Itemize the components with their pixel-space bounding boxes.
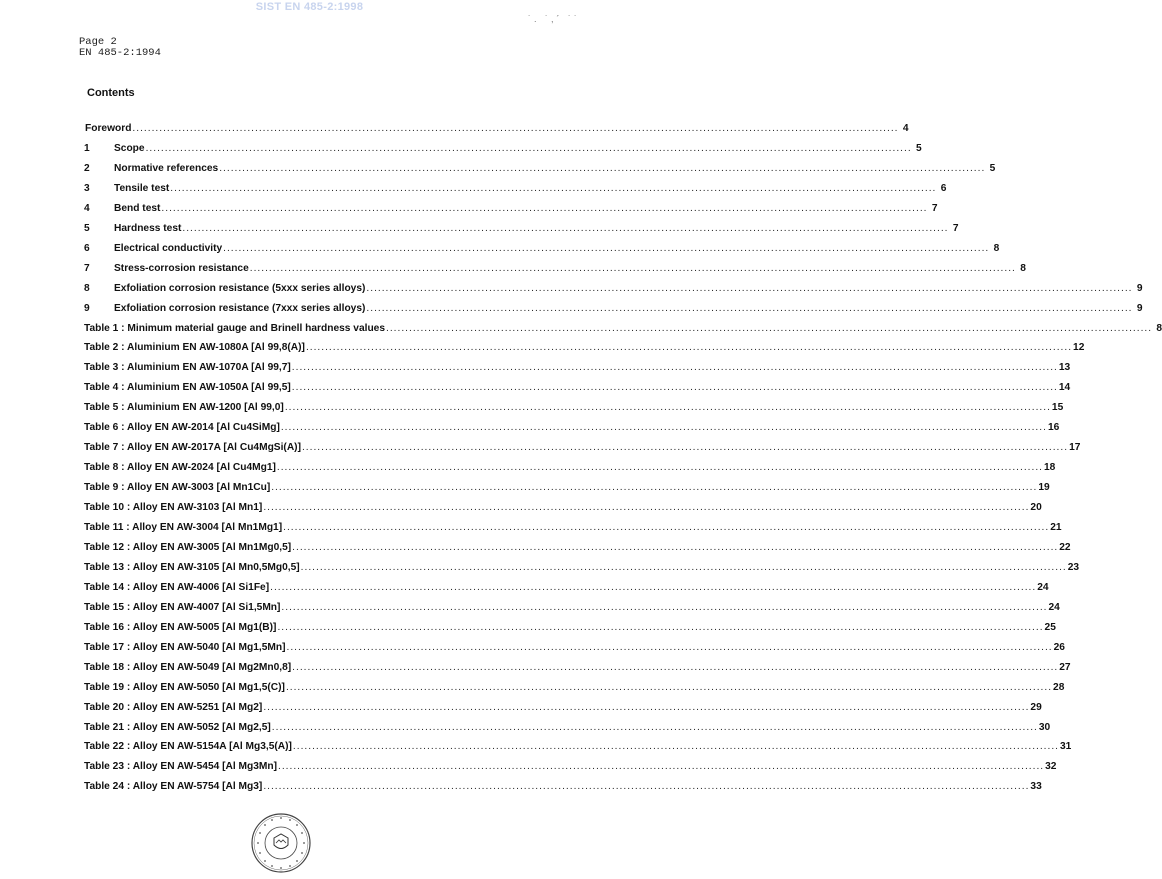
toc-entry[interactable] [84,580,1049,594]
toc-entry-page-number: 31 [1060,741,1072,753]
dot-leader: ........................................................................................................................................................................................................ [249,262,1016,274]
toc-entry-page-number: 9 [1136,302,1143,314]
dot-leader: ........................................................................................................................................................................................................ [223,242,990,254]
toc-entry-page-number: 23 [1067,561,1080,573]
toc-entry[interactable] [84,520,1062,534]
toc-entry-page-number: 33 [1030,781,1042,793]
toc-entry-number: 2 [84,162,90,174]
dot-leader: ........................................................................................................................................................................................................ [386,322,1153,334]
toc-entry-page-number: 12 [1073,342,1085,354]
official-seal-stamp [250,812,312,874]
toc-entry-title: Table 5 : Aluminium EN AW-1200 [Al 99,0] [84,402,284,414]
toc-entry-page-number: 19 [1038,482,1050,494]
toc-entry-page-number: 14 [1058,382,1071,394]
dot-leader: ........................................................................................................................................................................................................ [280,422,1047,434]
toc-entry[interactable] [85,121,909,135]
toc-entry-title: Exfoliation corrosion resistance (7xxx series alloys) [114,302,366,314]
toc-entry-title: Bend test [114,202,161,214]
dot-leader: ........................................................................................................................................................................................................ [366,302,1133,314]
toc-entry-title: Table 8 : Alloy EN AW-2024 [Al Cu4Mg1] [84,462,276,474]
toc-entry-page-number: 21 [1050,522,1062,533]
page-label: Page 2 [79,36,117,48]
toc-entry-title: Tensile test [114,182,170,194]
toc-entry[interactable] [84,380,1071,394]
dot-leader: ........................................................................................................................................................................................................ [284,402,1051,414]
dot-leader: ........................................................................................................................................................................................................ [263,701,1030,713]
dot-leader: ........................................................................................................................................................................................................ [276,462,1043,474]
toc-entry-title: Table 16 : Alloy EN AW-5005 [Al Mg1(B)] [84,621,277,633]
toc-entry[interactable] [84,600,1060,614]
toc-entry-page-number: 20 [1030,502,1042,514]
dot-leader: ........................................................................................................................................................................................................ [161,202,928,214]
toc-entry[interactable] [84,700,1042,714]
toc-entry-page-number: 13 [1058,362,1071,374]
toc-entry-title: Normative references [114,162,219,174]
dot-leader: ........................................................................................................................................................................................................ [145,142,912,154]
toc-entry-page-number: 6 [940,182,947,194]
toc-entry[interactable] [84,620,1056,634]
toc-entry-number: 3 [84,182,90,194]
toc-entry-number: 6 [84,242,90,254]
toc-entry[interactable] [84,779,1042,793]
toc-entry[interactable] [84,460,1056,474]
toc-entry-page-number: 26 [1053,641,1065,653]
scan-specks: ˙. ˙,´ ˙˙ [528,14,580,24]
dot-leader: ........................................................................................................................................................................................................ [263,502,1030,514]
toc-entry-title: Table 7 : Alloy EN AW-2017A [Al Cu4MgSi(A)] [84,442,301,454]
dot-leader: ........................................................................................................................................................................................................ [292,741,1060,753]
toc-entry-title: Table 15 : Alloy EN AW-4007 [Al Si1,5Mn] [84,601,281,613]
toc-entry-title: Table 6 : Alloy EN AW-2014 [Al Cu4SiMg] [84,422,280,434]
toc-entry-title: Hardness test [114,222,182,234]
toc-entry-title: Foreword [85,123,132,134]
toc-entry-page-number: 22 [1059,541,1071,553]
dot-leader: ........................................................................................................................................................................................................ [182,222,949,234]
toc-entry[interactable] [84,181,947,195]
watermark: SIST EN 485-2:1998 [255,1,364,13]
dot-leader: ........................................................................................................................................................................................................ [219,162,986,174]
dot-leader: ........................................................................................................................................................................................................ [285,681,1053,693]
dot-leader: ........................................................................................................................................................................................................ [300,561,1067,573]
toc-entry[interactable] [84,340,1085,354]
toc-entry-title: Table 3 : Aluminium EN AW-1070A [Al 99,7] [84,362,291,374]
toc-entry-number: 4 [84,202,90,214]
toc-entry-title: Table 1 : Minimum material gauge and Brinell hardness values [84,322,385,334]
toc-entry-title: Table 2 : Aluminium EN AW-1080A [Al 99,8(A)] [84,342,305,354]
toc-entry[interactable] [84,281,1143,295]
toc-entry[interactable] [84,560,1080,574]
standard-number: EN 485-2:1994 [79,47,161,59]
toc-entry[interactable] [84,301,1143,315]
toc-entry[interactable] [84,660,1071,674]
dot-leader: ........................................................................................................................................................................................................ [292,661,1059,673]
toc-entry-page-number: 17 [1069,442,1081,454]
toc-entry-page-number: 16 [1047,422,1060,434]
dot-leader: ........................................................................................................................................................................................................ [263,781,1030,793]
toc-entry-page-number: 32 [1045,761,1057,773]
toc-entry-page-number: 29 [1030,701,1042,713]
toc-entry[interactable] [84,720,1051,734]
toc-entry-page-number: 25 [1044,621,1056,633]
dot-leader: ........................................................................................................................................................................................................ [283,522,1050,533]
toc-entry[interactable] [84,241,1000,255]
dot-leader: ........................................................................................................................................................................................................ [291,382,1058,394]
toc-entry-title: Table 17 : Alloy EN AW-5040 [Al Mg1,5Mn] [84,641,286,653]
toc-entry-page-number: 27 [1059,661,1071,673]
toc-entry[interactable] [84,540,1071,554]
toc-entry-title: Table 13 : Alloy EN AW-3105 [Al Mn0,5Mg0,5] [84,561,300,573]
toc-entry-title: Electrical conductivity [114,242,223,254]
toc-entry-title: Table 11 : Alloy EN AW-3004 [Al Mn1Mg1] [84,522,283,533]
toc-entry[interactable] [84,420,1060,434]
dot-leader: ........................................................................................................................................................................................................ [281,601,1048,613]
dot-leader: ........................................................................................................................................................................................................ [291,362,1058,374]
toc-entry-title: Table 18 : Alloy EN AW-5049 [Al Mg2Mn0,8] [84,661,292,673]
toc-entry-title: Table 21 : Alloy EN AW-5052 [Al Mg2,5] [84,721,271,733]
dot-leader: ........................................................................................................................................................................................................ [270,581,1037,593]
dot-leader: ........................................................................................................................................................................................................ [305,342,1073,354]
toc-entry[interactable] [84,739,1072,753]
toc-entry-title: Table 22 : Alloy EN AW-5154A [Al Mg3,5(A)] [84,741,292,753]
contents-title: Contents [87,87,135,99]
toc-entry-number: 7 [84,262,90,274]
toc-entry-page-number: 5 [916,142,922,154]
toc-entry[interactable] [84,261,1026,275]
toc-entry-title: Table 20 : Alloy EN AW-5251 [Al Mg2] [84,701,263,713]
toc-entry-title: Table 19 : Alloy EN AW-5050 [Al Mg1,5(C)] [84,681,285,693]
toc-entry-page-number: 8 [1156,322,1162,334]
dot-leader: ........................................................................................................................................................................................................ [132,123,899,134]
toc-entry[interactable] [84,201,938,215]
toc-entry-page-number: 5 [989,162,996,174]
toc-entry-title: Table 4 : Aluminium EN AW-1050A [Al 99,5] [84,382,291,394]
dot-leader: ........................................................................................................................................................................................................ [277,621,1044,633]
toc-entry[interactable] [84,480,1050,494]
toc-entry-title: Stress-corrosion resistance [114,262,249,274]
toc-entry[interactable] [84,221,959,235]
toc-entry[interactable] [84,500,1042,514]
toc-entry-page-number: 24 [1048,601,1060,613]
toc-entry-number: 1 [84,142,90,154]
toc-entry-page-number: 24 [1037,581,1049,593]
toc-entry[interactable] [84,321,1162,335]
toc-entry-page-number: 7 [931,202,938,214]
toc-entry-number: 9 [84,302,90,314]
toc-entry[interactable] [84,680,1065,694]
toc-entry-title: Table 12 : Alloy EN AW-3005 [Al Mn1Mg0,5] [84,541,292,553]
toc-entry-page-number: 18 [1043,462,1056,474]
toc-entry[interactable] [84,360,1071,374]
toc-entry[interactable] [84,400,1064,414]
toc-entry-title: Exfoliation corrosion resistance (5xxx series alloys) [114,282,366,294]
toc-entry-title: Table 10 : Alloy EN AW-3103 [Al Mn1] [84,502,263,514]
toc-entry[interactable] [84,161,996,175]
toc-entry[interactable] [84,759,1057,773]
dot-leader: ........................................................................................................................................................................................................ [278,761,1045,773]
toc-entry[interactable] [84,440,1081,454]
dot-leader: ........................................................................................................................................................................................................ [286,641,1053,653]
toc-entry[interactable] [84,640,1065,654]
toc-entry-number: 8 [84,282,90,294]
toc-entry-number: 5 [84,222,90,234]
dot-leader: ........................................................................................................................................................................................................ [301,442,1069,454]
toc-entry-page-number: 8 [993,242,1000,254]
dot-leader: ........................................................................................................................................................................................................ [271,482,1038,494]
toc-entry-title: Table 23 : Alloy EN AW-5454 [Al Mg3Mn] [84,761,278,773]
toc-entry-title: Table 24 : Alloy EN AW-5754 [Al Mg3] [84,781,263,793]
toc-entry-title: Table 14 : Alloy EN AW-4006 [Al Si1Fe] [84,581,270,593]
toc-entry-page-number: 9 [1136,282,1143,294]
toc-entry-page-number: 28 [1053,681,1065,693]
toc-entry-page-number: 8 [1020,262,1026,274]
toc-entry-page-number: 15 [1051,402,1064,414]
dot-leader: ........................................................................................................................................................................................................ [292,541,1059,553]
dot-leader: ........................................................................................................................................................................................................ [366,282,1133,294]
toc-entry[interactable] [84,141,922,155]
toc-entry-title: Scope [114,142,145,154]
toc-entry-page-number: 30 [1038,721,1051,733]
toc-entry-page-number: 7 [952,222,959,234]
toc-entry-page-number: 4 [902,123,909,134]
toc-entry-title: Table 9 : Alloy EN AW-3003 [Al Mn1Cu] [84,482,271,494]
dot-leader: ........................................................................................................................................................................................................ [170,182,937,194]
dot-leader: ........................................................................................................................................................................................................ [271,721,1038,733]
